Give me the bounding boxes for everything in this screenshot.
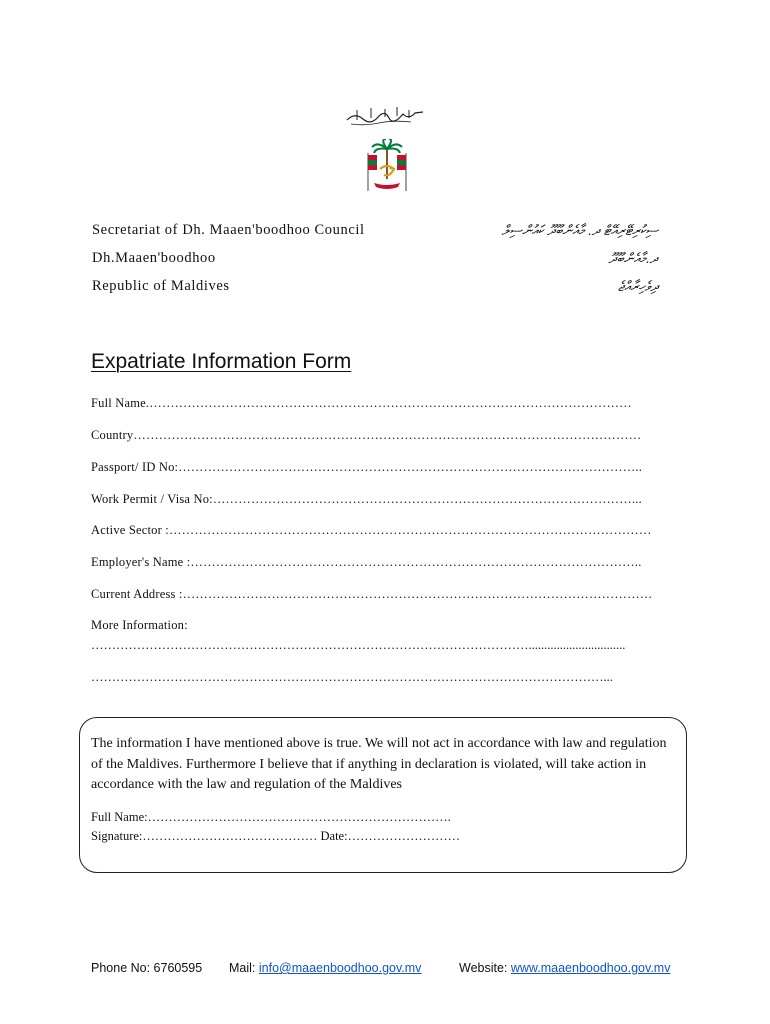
- full-name-field[interactable]: Full Name.……………………………………………………………………………………………………: [91, 396, 632, 410]
- website-link[interactable]: www.maaenboodhoo.gov.mv: [510, 961, 671, 975]
- footer-mail: [229, 961, 421, 975]
- employer-name-field[interactable]: Employer's Name :……………………………………………………………………………………………..: [91, 555, 642, 569]
- more-information-line-1[interactable]: ……………………………………………………………………………………………...............................: [91, 638, 626, 652]
- passport-id-field[interactable]: Passport/ ID No:………………………………………………………………………………………………..: [91, 460, 643, 474]
- dhivehi-address-line-island: ދ.މާއެންބޫދޫ: [608, 252, 658, 267]
- bismillah-calligraphy: [345, 104, 425, 128]
- work-permit-visa-field[interactable]: Work Permit / Visa No:………………………………………………………………………………………...: [91, 492, 642, 506]
- dhivehi-address-line-secretariat: ސިކުރިޓޭރިއޭޓް ދ. މާއެންބޫދޫ ކައުންސިލް: [501, 224, 658, 239]
- current-address-field[interactable]: Current Address :…………………………………………………………………………………………………: [91, 587, 653, 601]
- declaration-full-name-field[interactable]: Full Name:……………………………………………………………….: [91, 810, 451, 824]
- declaration-text: The information I have mentioned above is true. We will not act in accordance with law and regulation of the Maldives. Furthermore I believe that if anything in declaration is violated, will take action in accordance with the law and regulation of the Maldives: [91, 736, 667, 792]
- active-sector-field[interactable]: Active Sector :……………………………………………………………………………………………………: [91, 523, 652, 537]
- dhivehi-address-line-country: ދިވެހިރާއްޖެ: [617, 280, 658, 295]
- maldives-emblem-icon: [362, 139, 412, 193]
- address-line-country: Republic of Maldives: [92, 278, 230, 294]
- country-field[interactable]: Country…………………………………………………………………………………………………………: [91, 428, 642, 442]
- footer-mail-label: Mail:: [229, 961, 259, 975]
- footer-phone: Phone No: 6760595: [91, 961, 203, 975]
- footer-website: [459, 961, 670, 975]
- signature-date-field[interactable]: Signature:…………………………………… Date:………………………: [91, 829, 461, 843]
- footer-website-label: Website:: [459, 961, 511, 975]
- address-line-island: Dh.Maaen'boodhoo: [92, 250, 216, 266]
- form-title: Expatriate Information Form: [91, 350, 352, 373]
- address-line-secretariat: Secretariat of Dh. Maaen'boodhoo Council: [92, 222, 365, 238]
- mail-link[interactable]: info@maaenboodhoo.gov.mv: [258, 961, 422, 975]
- more-information-label: More Information:: [91, 618, 188, 632]
- more-information-line-2[interactable]: ……………………………………………………………………………………………………………...: [91, 670, 613, 684]
